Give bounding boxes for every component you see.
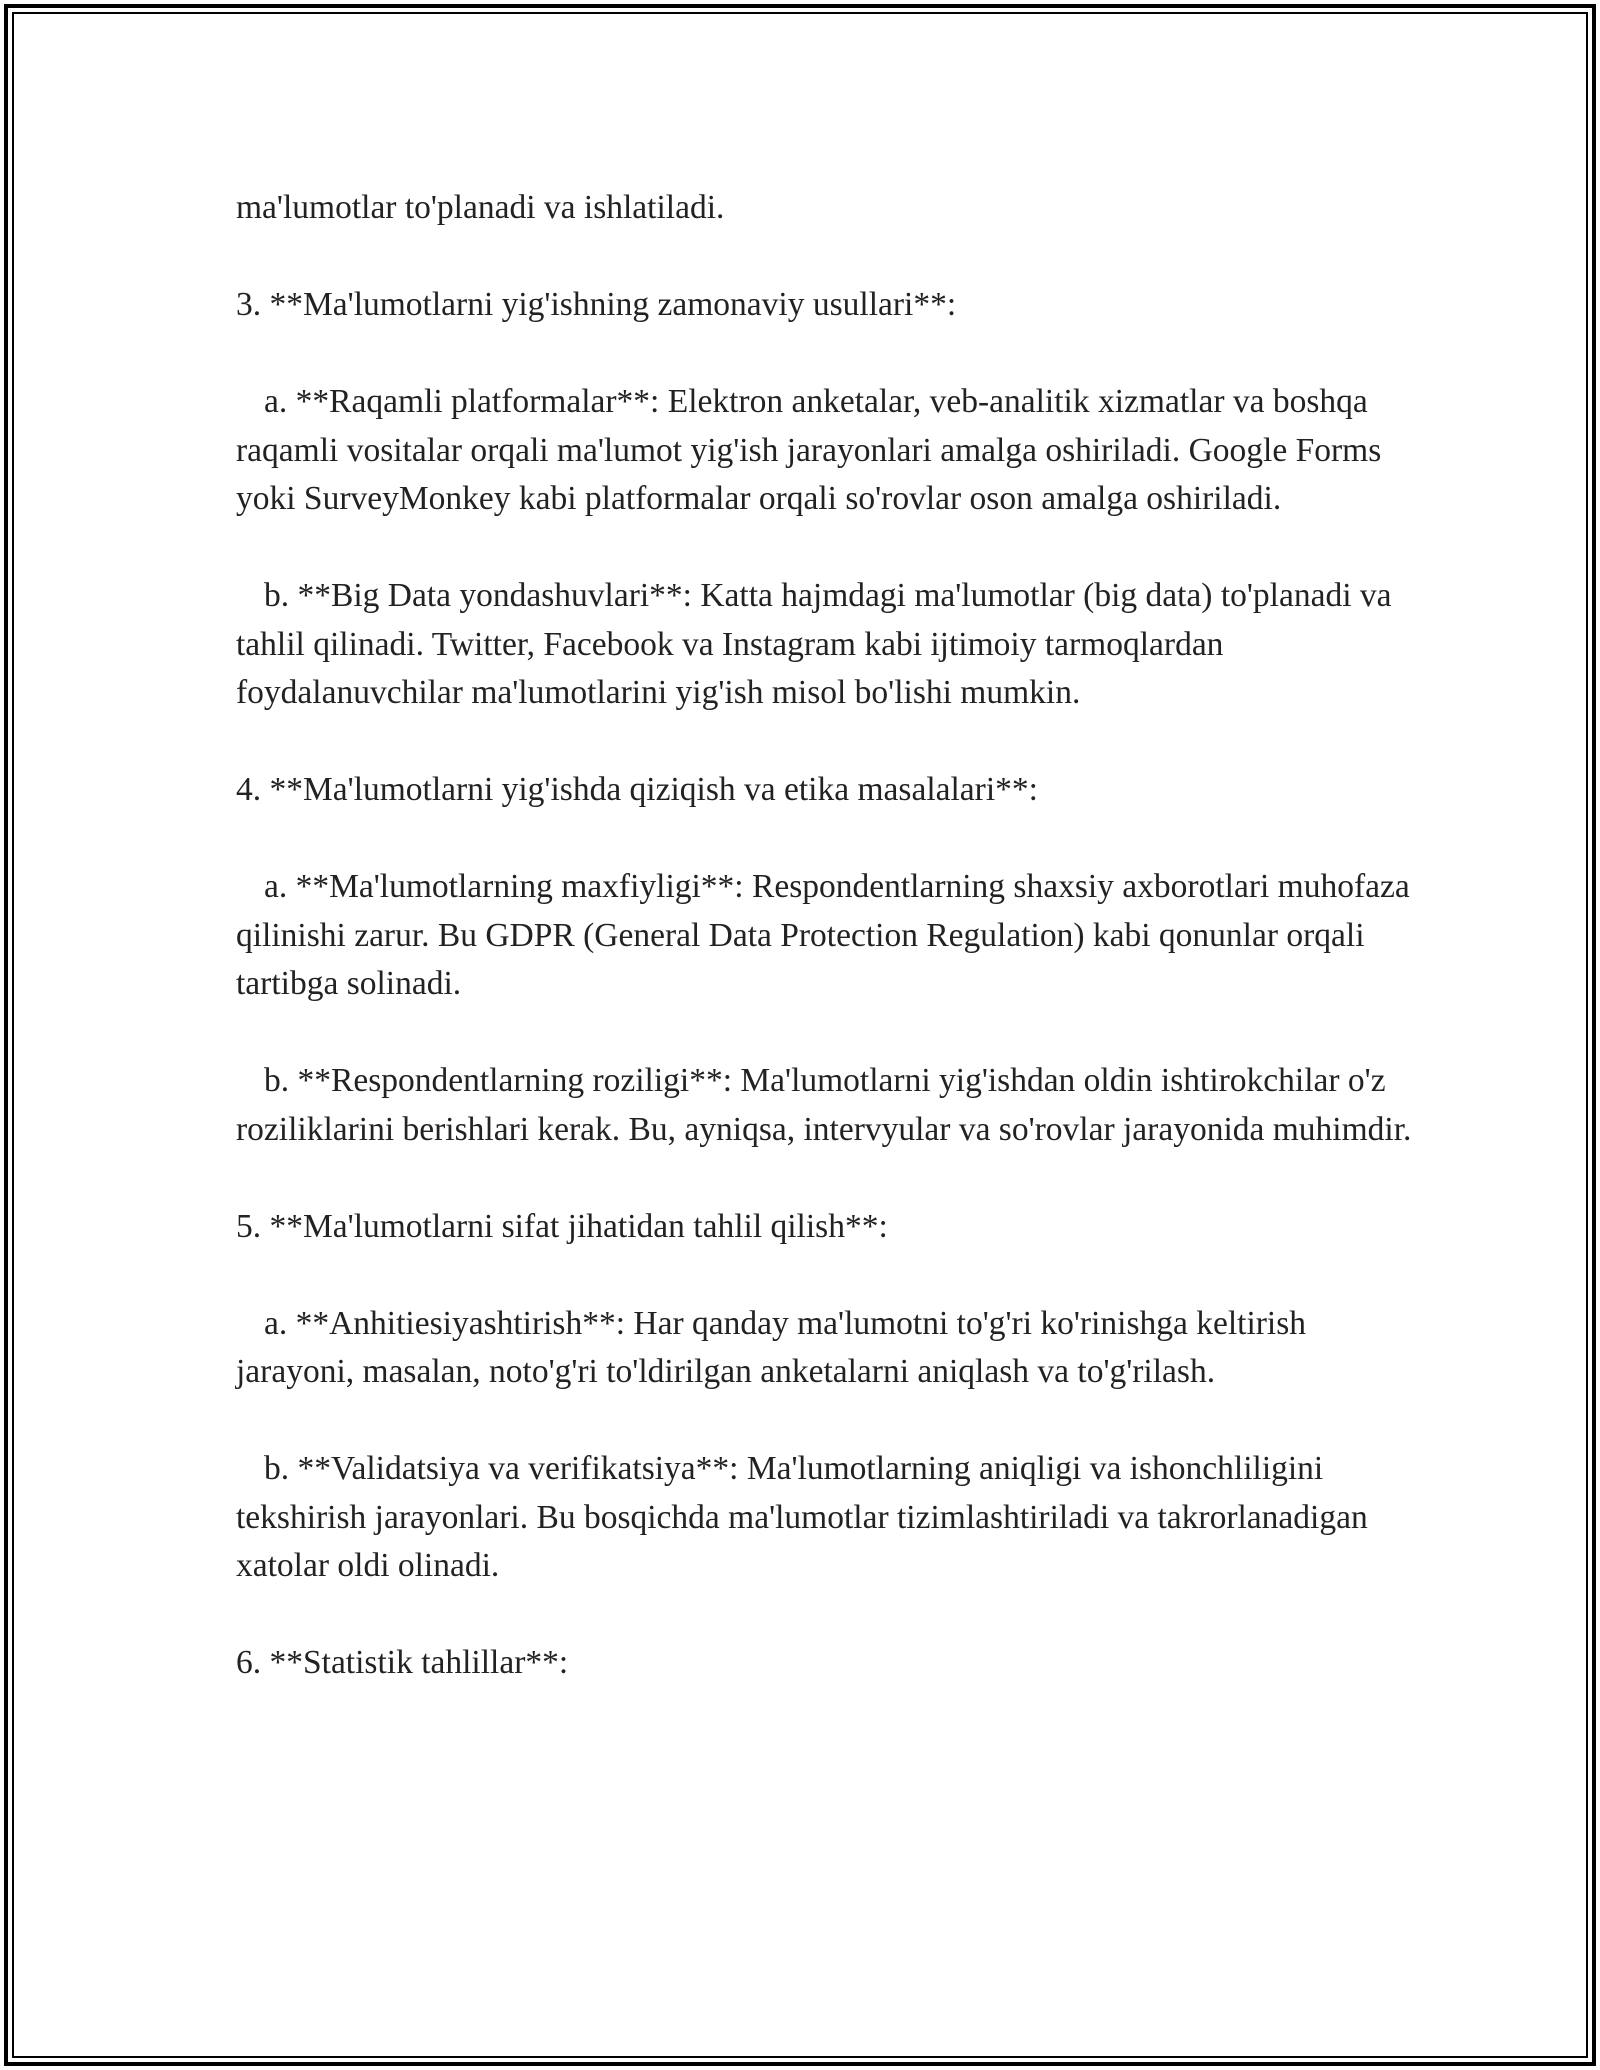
section-heading-3: 3. **Ma'lumotlarni yig'ishning zamonaviy usullari**:: [236, 286, 957, 323]
paragraph-continuation: ma'lumotlar to'planadi va ishlatiladi.: [236, 189, 725, 226]
section-heading-4: 4. **Ma'lumotlarni yig'ishda qiziqish va etika masalalari**:: [236, 771, 1038, 808]
list-item-4a: a. **Ma'lumotlarning maxfiyligi**: Respondentlarning shaxsiy axborotlari muhofaza qilinishi zarur. Bu GDPR (General Data Protection Regulation) kabi qonunlar orqali tartibga solinadi.: [236, 868, 1410, 1002]
list-item-3a: a. **Raqamli platformalar**: Elektron anketalar, veb-analitik xizmatlar va boshqa raqamli vositalar orqali ma'lumot yig'ish jarayonlari amalga oshiriladi. Google Forms yoki SurveyMonkey kabi platformalar orqali so'rovlar oson amalga oshiriladi.: [236, 383, 1382, 517]
section-heading-5: 5. **Ma'lumotlarni sifat jihatidan tahlil qilish**:: [236, 1207, 888, 1245]
document-body: [236, 184, 1416, 1688]
list-item-4b: b. **Respondentlarning roziligi**: Ma'lumotlarni yig'ishdan oldin ishtirokchilar o'z roziliklarini berishlari kerak. Bu, ayniqsa, intervyular va so'rovlar jarayonida muhimdir.: [236, 1062, 1412, 1148]
list-item-5b: b. **Validatsiya va verifikatsiya**: Ma'lumotlarning aniqligi va ishonchliligini tekshirish jarayonlari. Bu bosqichda ma'lumotlar tizimlashtiriladi va takrorlanadigan xatolar oldi olinadi.: [236, 1450, 1368, 1584]
list-item-3b: b. **Big Data yondashuvlari**: Katta hajmdagi ma'lumotlar (big data) to'planadi va tahlil qilinadi. Twitter, Facebook va Instagram kabi ijtimoiy tarmoqlardan foydalanuvchilar ma'lumotlarini yig'ish misol bo'lishi mumkin.: [236, 577, 1392, 711]
section-heading-6: 6. **Statistik tahlillar**:: [236, 1644, 569, 1681]
list-item-5a: a. **Anhitiesiyashtirish**: Har qanday ma'lumotni to'g'ri ko'rinishga keltirish jarayoni, masalan, noto'g'ri to'ldirilgan anketalarni aniqlash va to'g'rilash.: [236, 1304, 1307, 1390]
